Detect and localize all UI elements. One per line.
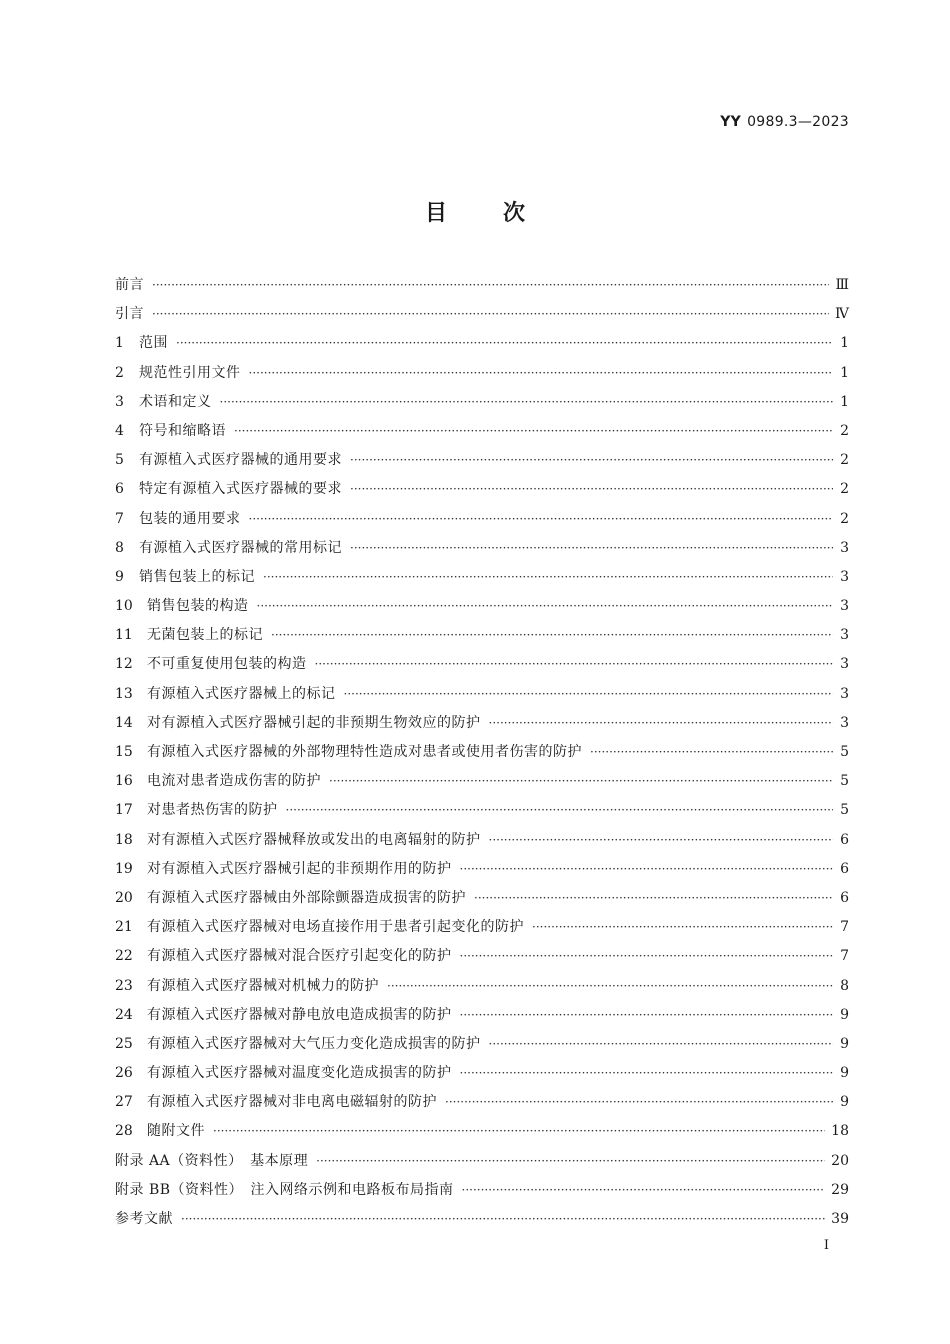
toc-entry-page: 1 <box>840 393 849 410</box>
toc-entry-label: 前言 <box>115 277 144 293</box>
toc-entry[interactable] <box>115 855 849 884</box>
toc-dot-leader <box>445 1088 833 1117</box>
toc-entry-label: 术语和定义 <box>139 393 212 410</box>
toc-entry[interactable] <box>115 767 849 796</box>
toc-entry[interactable] <box>115 972 849 1001</box>
toc-entry-label: 对患者热伤害的防护 <box>147 802 278 819</box>
toc-entry-page: 2 <box>840 452 849 469</box>
toc-entry-page: 3 <box>840 656 849 673</box>
toc-entry-label: 参考文献 <box>115 1211 173 1227</box>
toc-dot-leader <box>152 271 829 300</box>
toc-dot-leader <box>350 475 833 504</box>
toc-entry-label: 对有源植入式医疗器械引起的非预期生物效应的防护 <box>147 714 481 731</box>
toc-entry-label: 有源植入式医疗器械对电场直接作用于患者引起变化的防护 <box>147 919 524 936</box>
toc-entry-page: 1 <box>840 335 849 352</box>
page-title: 目次 <box>424 201 581 226</box>
toc-dot-leader <box>329 767 833 796</box>
toc-entry[interactable] <box>115 592 849 621</box>
toc-entry-label: 有源植入式医疗器械对机械力的防护 <box>147 977 379 994</box>
toc-entry[interactable] <box>115 1147 849 1176</box>
toc-dot-leader <box>460 942 834 971</box>
toc-entry-page: 2 <box>840 422 849 439</box>
standard-code <box>720 114 849 130</box>
toc-entry[interactable] <box>115 388 849 417</box>
toc-entry-page: Ⅲ <box>835 277 849 293</box>
toc-entry-number: 6 <box>115 481 124 498</box>
toc-entry-number: 16 <box>115 773 133 790</box>
toc-dot-leader <box>460 855 834 884</box>
toc-entry-page: 8 <box>840 977 849 994</box>
toc-entry-number: 1 <box>115 335 124 352</box>
toc-entry-page: 1 <box>840 364 849 381</box>
toc-entry-number: 13 <box>115 685 133 702</box>
toc-entry[interactable] <box>115 738 849 767</box>
toc-entry-label: 有源植入式医疗器械的常用标记 <box>139 539 342 556</box>
toc-dot-leader <box>176 329 833 358</box>
toc-entry-number: 23 <box>115 977 133 994</box>
toc-entry[interactable] <box>115 1176 849 1205</box>
toc-entry[interactable] <box>115 621 849 650</box>
toc-entry-label: 附录 BB（资料性） 注入网络示例和电路板布局指南 <box>115 1181 454 1198</box>
toc-entry[interactable] <box>115 650 849 679</box>
toc-entry-page: Ⅳ <box>835 306 849 323</box>
toc-dot-leader <box>460 1001 834 1030</box>
toc-entry-number: 10 <box>115 598 133 615</box>
toc-entry-number: 21 <box>115 919 133 936</box>
toc-dot-leader <box>462 1176 826 1205</box>
toc-entry-number: 7 <box>115 510 124 527</box>
toc-dot-leader <box>460 1059 834 1088</box>
toc-entry[interactable] <box>115 709 849 738</box>
toc-dot-leader <box>532 913 833 942</box>
toc-entry-page: 9 <box>840 1094 849 1111</box>
toc-entry-label: 有源植入式医疗器械对混合医疗引起变化的防护 <box>147 948 452 965</box>
toc-dot-leader <box>474 884 833 913</box>
toc-entry-page: 6 <box>840 860 849 877</box>
toc-entry-label: 对有源植入式医疗器械释放或发出的电离辐射的防护 <box>147 831 481 848</box>
toc-entry-number: 19 <box>115 860 133 877</box>
toc-dot-leader <box>234 417 833 446</box>
toc-dot-leader <box>286 796 834 825</box>
toc-entry-number: 12 <box>115 656 133 673</box>
toc-entry-page: 3 <box>840 714 849 731</box>
toc-entry-page: 6 <box>840 889 849 906</box>
toc-entry-number: 22 <box>115 948 133 965</box>
toc-dot-leader <box>489 1030 834 1059</box>
toc-entry-number: 11 <box>115 627 133 644</box>
toc-entry[interactable] <box>115 680 849 709</box>
toc-dot-leader <box>350 534 833 563</box>
toc-entry-label: 对有源植入式医疗器械引起的非预期作用的防护 <box>147 860 452 877</box>
toc-entry-page: 2 <box>840 481 849 498</box>
toc-entry[interactable] <box>115 826 849 855</box>
toc-entry[interactable] <box>115 563 849 592</box>
toc-entry[interactable] <box>115 534 849 563</box>
toc-entry-label: 有源植入式医疗器械对非电离电磁辐射的防护 <box>147 1094 437 1111</box>
toc-entry-label: 电流对患者造成伤害的防护 <box>147 773 321 790</box>
toc-entry[interactable] <box>115 1117 849 1146</box>
toc-entry[interactable] <box>115 913 849 942</box>
toc-entry-page: 9 <box>840 1006 849 1023</box>
toc-entry-number: 5 <box>115 452 124 469</box>
toc-entry-page: 5 <box>840 744 849 760</box>
toc-entry[interactable] <box>115 1030 849 1059</box>
toc-entry[interactable] <box>115 942 849 971</box>
toc-entry-page: 3 <box>840 598 849 615</box>
toc-entry[interactable] <box>115 796 849 825</box>
footer-page-number: I <box>823 1238 829 1253</box>
toc-entry-label: 范围 <box>139 335 168 352</box>
toc-entry-page: 5 <box>840 773 849 790</box>
toc-dot-leader <box>213 1117 825 1146</box>
toc-entry-label: 有源植入式医疗器械的外部物理特性造成对患者或使用者伤害的防护 <box>147 744 582 760</box>
toc-dot-leader <box>249 505 834 534</box>
toc-dot-leader <box>344 680 834 709</box>
toc-entry[interactable] <box>115 359 849 388</box>
toc-entry-label: 特定有源植入式医疗器械的要求 <box>139 481 342 498</box>
toc-entry-number: 8 <box>115 539 124 556</box>
toc-entry-number: 24 <box>115 1006 133 1023</box>
toc-entry-label: 无菌包装上的标记 <box>147 627 263 644</box>
toc-entry-label: 有源植入式医疗器械对温度变化造成损害的防护 <box>147 1065 452 1082</box>
toc-entry-page: 2 <box>840 510 849 527</box>
toc-entry-label: 规范性引用文件 <box>139 364 241 381</box>
toc-entry-number: 2 <box>115 364 124 381</box>
toc-dot-leader <box>315 650 834 679</box>
toc-dot-leader <box>257 592 834 621</box>
toc-entry-number: 15 <box>115 744 133 760</box>
toc-entry-label: 有源植入式医疗器械对静电放电造成损害的防护 <box>147 1006 452 1023</box>
toc-entry-page: 3 <box>840 685 849 702</box>
toc-dot-leader <box>489 826 834 855</box>
toc-entry-page: 39 <box>831 1211 849 1227</box>
toc-dot-leader <box>249 359 834 388</box>
toc-entry-number: 25 <box>115 1035 133 1052</box>
toc-dot-leader <box>263 563 833 592</box>
toc-entry-number: 9 <box>115 568 124 585</box>
toc-entry-page: 18 <box>831 1123 849 1140</box>
toc-entry[interactable] <box>115 329 849 358</box>
toc-dot-leader <box>590 738 833 767</box>
toc-entry[interactable] <box>115 1059 849 1088</box>
toc-entry[interactable] <box>115 300 849 329</box>
toc-entry[interactable] <box>115 1001 849 1030</box>
standard-prefix: YY <box>720 114 742 130</box>
toc-dot-leader <box>387 972 833 1001</box>
toc-entry-label: 有源植入式医疗器械由外部除颤器造成损害的防护 <box>147 889 466 906</box>
toc-entry-page: 3 <box>840 627 849 644</box>
toc-entry-label: 符号和缩略语 <box>139 422 226 439</box>
toc-entry-page: 6 <box>840 831 849 848</box>
toc-entry-page: 5 <box>840 802 849 819</box>
toc-entry[interactable] <box>115 271 849 300</box>
toc-entry-label: 包装的通用要求 <box>139 510 241 527</box>
toc-entry-page: 7 <box>840 948 849 965</box>
toc-entry-label: 销售包装的构造 <box>147 598 249 615</box>
toc-dot-leader <box>220 388 834 417</box>
toc-entry[interactable] <box>115 446 849 475</box>
toc-entry[interactable] <box>115 417 849 446</box>
toc-entry-number: 18 <box>115 831 133 848</box>
toc-entry[interactable] <box>115 505 849 534</box>
toc-entry-label: 有源植入式医疗器械的通用要求 <box>139 452 342 469</box>
toc-entry-number: 26 <box>115 1065 133 1082</box>
toc-entry[interactable] <box>115 884 849 913</box>
toc-entry-page: 9 <box>840 1065 849 1082</box>
toc-entry-label: 附录 AA（资料性） 基本原理 <box>115 1152 309 1169</box>
toc-entry-page: 9 <box>840 1035 849 1052</box>
toc-entry-number: 28 <box>115 1123 133 1140</box>
toc-entry-page: 29 <box>831 1181 849 1198</box>
toc-entry-page: 3 <box>840 568 849 585</box>
toc-entry-number: 14 <box>115 714 133 731</box>
toc-entry[interactable] <box>115 1205 849 1234</box>
toc-dot-leader <box>350 446 833 475</box>
table-of-contents <box>115 271 849 1234</box>
toc-entry-number: 27 <box>115 1094 133 1111</box>
toc-entry-number: 17 <box>115 802 133 819</box>
toc-entry-label: 随附文件 <box>147 1123 205 1140</box>
toc-entry-page: 3 <box>840 539 849 556</box>
toc-dot-leader <box>271 621 833 650</box>
toc-entry-label: 销售包装上的标记 <box>139 568 255 585</box>
toc-dot-leader <box>181 1205 825 1234</box>
toc-entry-label: 有源植入式医疗器械对大气压力变化造成损害的防护 <box>147 1035 481 1052</box>
toc-entry[interactable] <box>115 475 849 504</box>
toc-dot-leader <box>489 709 834 738</box>
toc-entry-label: 不可重复使用包装的构造 <box>147 656 307 673</box>
toc-dot-leader <box>316 1147 825 1176</box>
toc-entry-label: 有源植入式医疗器械上的标记 <box>147 685 336 702</box>
toc-entry-number: 4 <box>115 422 124 439</box>
toc-entry-page: 20 <box>831 1152 849 1169</box>
toc-entry-page: 7 <box>840 919 849 936</box>
toc-entry-number: 20 <box>115 889 133 906</box>
toc-dot-leader <box>152 300 829 329</box>
standard-number: 0989.3—2023 <box>747 114 849 130</box>
toc-entry-number: 3 <box>115 393 124 410</box>
toc-entry[interactable] <box>115 1088 849 1117</box>
toc-entry-label: 引言 <box>115 306 144 323</box>
